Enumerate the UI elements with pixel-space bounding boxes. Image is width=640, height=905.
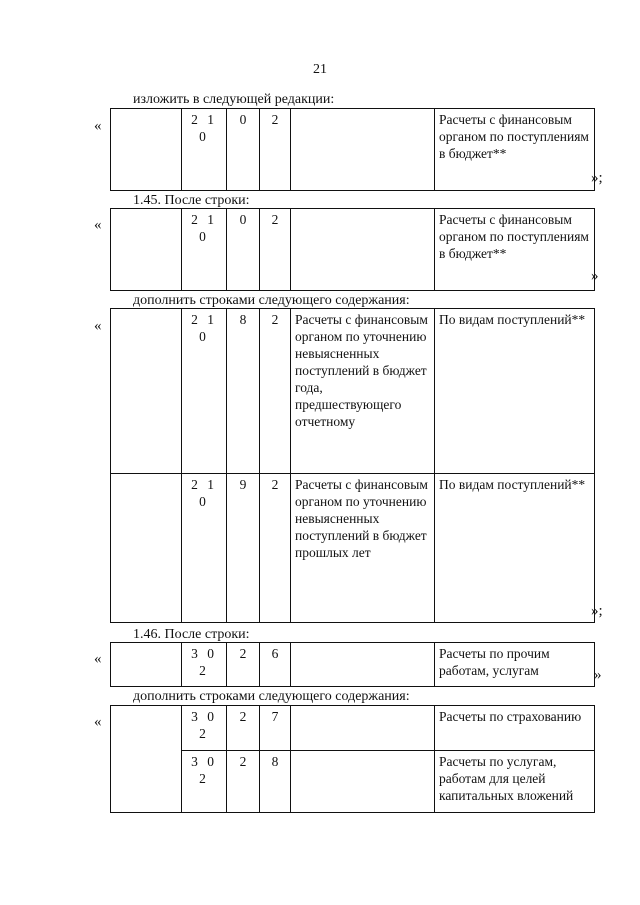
account-table [110, 208, 595, 291]
account-description-cell: Расчеты по услугам, работам для целей капитальных вложений [435, 751, 595, 813]
account-description-cell: Расчеты с финансовым органом по поступлениям в бюджет** [435, 109, 595, 191]
type-code-cell: 8 [260, 751, 291, 813]
type-code-cell: 2 [260, 109, 291, 191]
instruction-text: дополнить строками следующего содержания: [133, 293, 410, 308]
page-number: 21 [313, 62, 327, 77]
type-code-cell: 7 [260, 706, 291, 751]
instruction-text: изложить в следующей редакции: [133, 92, 335, 107]
account-description-cell: Расчеты по прочим работам, услугам [435, 643, 595, 687]
table-row [111, 109, 595, 191]
account-description-cell: По видам поступлений** [435, 309, 595, 474]
account-table [110, 642, 595, 687]
account-code-cell: 3 0 2 [182, 751, 227, 813]
account-table [110, 108, 595, 191]
account-description-cell: Расчеты с финансовым органом по поступлениям в бюджет** [435, 209, 595, 291]
account-name-cell [291, 643, 435, 687]
empty-cell [111, 643, 182, 687]
analytic-code-cell: 2 [227, 643, 260, 687]
analytic-code-cell: 9 [227, 474, 260, 623]
table-row [111, 209, 595, 291]
opening-quote: « [94, 217, 102, 233]
closing-quote: » [594, 667, 602, 683]
account-code-cell: 3 0 2 [182, 643, 227, 687]
account-code-cell: 2 1 0 [182, 474, 227, 623]
type-code-cell: 2 [260, 309, 291, 474]
account-name-cell [291, 109, 435, 191]
account-name-cell [291, 706, 435, 751]
opening-quote: « [94, 651, 102, 667]
account-code-cell: 3 0 2 [182, 706, 227, 751]
type-code-cell: 2 [260, 474, 291, 623]
type-code-cell: 2 [260, 209, 291, 291]
type-code-cell: 6 [260, 643, 291, 687]
account-description-cell: По видам поступлений** [435, 474, 595, 623]
closing-quote: » [591, 268, 599, 284]
opening-quote: « [94, 714, 102, 730]
table-row [111, 474, 595, 623]
account-name-cell [291, 209, 435, 291]
table-row [111, 751, 595, 813]
analytic-code-cell: 0 [227, 209, 260, 291]
empty-cell [111, 706, 182, 813]
account-code-cell: 2 1 0 [182, 309, 227, 474]
account-name-cell [291, 751, 435, 813]
account-name-cell: Расчеты с финансовым органом по уточнению невыясненных поступлений в бюджет года, предшествующего отчетному [291, 309, 435, 474]
instruction-text: дополнить строками следующего содержания: [133, 689, 410, 704]
analytic-code-cell: 0 [227, 109, 260, 191]
account-table [110, 705, 595, 813]
table-row [111, 643, 595, 687]
analytic-code-cell: 2 [227, 751, 260, 813]
empty-cell [111, 109, 182, 191]
opening-quote: « [94, 118, 102, 134]
table-row [111, 309, 595, 474]
account-name-cell: Расчеты с финансовым органом по уточнению невыясненных поступлений в бюджет прошлых лет [291, 474, 435, 623]
empty-cell [111, 474, 182, 623]
table-row [111, 706, 595, 751]
account-table [110, 308, 595, 623]
account-code-cell: 2 1 0 [182, 209, 227, 291]
account-code-cell: 2 1 0 [182, 109, 227, 191]
account-description-cell: Расчеты по страхованию [435, 706, 595, 751]
closing-quote: »; [591, 603, 603, 619]
analytic-code-cell: 2 [227, 706, 260, 751]
closing-quote: »; [591, 170, 603, 186]
section-heading: 1.45. После строки: [133, 193, 250, 208]
empty-cell [111, 309, 182, 474]
analytic-code-cell: 8 [227, 309, 260, 474]
section-heading: 1.46. После строки: [133, 627, 250, 642]
empty-cell [111, 209, 182, 291]
opening-quote: « [94, 318, 102, 334]
